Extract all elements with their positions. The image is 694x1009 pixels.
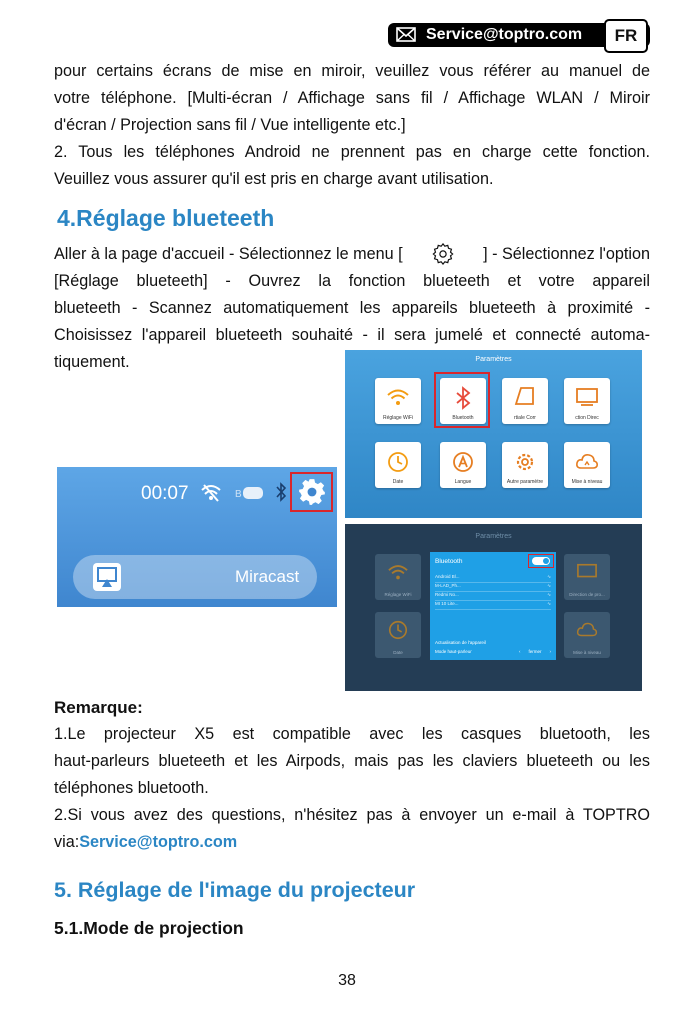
tile-language[interactable]	[440, 442, 486, 488]
bluetooth-dialog	[430, 552, 556, 660]
tile-label: Date	[393, 650, 403, 655]
remarque-line: 1.Le projecteur X5 est compatible avec les casques bluetooth, les	[54, 725, 650, 743]
via-label: via:	[54, 833, 80, 851]
status-time: 00:07	[141, 483, 189, 504]
speaker-mode-row[interactable]	[435, 649, 551, 654]
bluetooth-screen	[345, 524, 642, 691]
device-status-icon: ∿	[547, 583, 551, 588]
settings-screen	[345, 350, 642, 518]
tile-label: Bluetooth	[452, 415, 474, 421]
device-item[interactable]	[435, 574, 551, 583]
section-4-line-start: Aller à la page d'accueil - Sélectionnez le menu [	[54, 245, 403, 263]
intro-line: pour certains écrans de mise en miroir, veuillez vous référer au manuel de	[54, 62, 650, 80]
intro-line: votre téléphone. [Multi-écran / Affichage sans fil / Affichage WLAN / Miroir	[54, 89, 650, 107]
tile-label: Autre paramètre	[506, 479, 544, 485]
speaker-mode-value: fermer	[528, 649, 542, 654]
gear-icon	[513, 450, 537, 474]
clock-icon	[386, 450, 410, 474]
cloud-icon	[575, 450, 599, 474]
remarque-line: haut-parleurs blueteeth et les Airpods, mais pas les claviers blueteeth ou les	[54, 752, 650, 770]
battery-icon	[235, 484, 265, 502]
language-icon	[451, 450, 475, 474]
tile-keystone[interactable]	[502, 378, 548, 424]
header-email[interactable]: Service@toptro.com	[426, 26, 583, 43]
tile-label: Mise à niveau	[571, 479, 603, 485]
refresh-devices-button[interactable]: Actualisation de l'appareil	[435, 640, 486, 645]
tile-label: Langue	[454, 479, 472, 485]
section-4-line: Choisissez l'appareil blueteeth souhaité - il sera jumelé et connecté automa-	[54, 326, 650, 344]
intro-line: Veuillez vous assurer qu'il est pris en charge avant utilisation.	[54, 170, 494, 188]
device-status-icon: ∿	[547, 592, 551, 597]
bluetooth-screen-title: Paramètres	[475, 533, 512, 540]
device-list	[435, 574, 551, 610]
device-status-icon: ∿	[547, 574, 551, 579]
device-name: M-LAD_Ph...	[435, 583, 461, 588]
tile-label: Direction de pro...	[569, 592, 605, 597]
tile-label: Réglage WiFi	[382, 415, 413, 421]
section-4-line: tiquement.	[54, 353, 130, 371]
settings-title: Paramètres	[475, 356, 512, 363]
tile-direction[interactable]	[564, 378, 610, 424]
svg-text:B: B	[235, 489, 242, 500]
page-number: 38	[338, 972, 356, 989]
miracast-tile[interactable]	[73, 555, 317, 599]
tile-label: ction Direc	[575, 415, 599, 421]
section-4-line	[54, 241, 650, 268]
device-item[interactable]	[435, 601, 551, 610]
clock-icon	[387, 619, 409, 641]
tile-label: rtiale Corr	[514, 415, 536, 421]
wifi-icon	[386, 386, 410, 408]
phone-quick-panel	[57, 467, 337, 607]
language-badge: FR	[604, 19, 648, 53]
dim-tile-wifi	[375, 554, 421, 600]
device-name: Android Bl...	[435, 574, 460, 579]
settings-gear-icon[interactable]	[298, 478, 326, 506]
device-name: MI 10 Lite...	[435, 601, 459, 606]
envelope-icon	[396, 27, 416, 42]
section-4-line: [Réglage blueteeth] - Ouvrez la fonction blueteeth et votre appareil	[54, 272, 650, 290]
wifi-icon	[387, 562, 409, 582]
screen-icon	[575, 386, 599, 408]
tile-other-settings[interactable]	[502, 442, 548, 488]
service-badge	[388, 19, 650, 51]
section-4-line-end: ] - Sélectionnez l'option	[483, 245, 650, 263]
device-item[interactable]	[435, 592, 551, 601]
chevron-right-icon[interactable]: ›	[549, 649, 551, 654]
device-name: Redmi No...	[435, 592, 459, 597]
device-status-icon: ∿	[547, 601, 551, 606]
miracast-icon	[93, 563, 121, 591]
intro-line: d'écran / Projection sans fil / Vue intelligente etc.]	[54, 116, 406, 134]
tile-wifi[interactable]	[375, 378, 421, 424]
contact-email-link[interactable]: Service@toptro.com	[79, 833, 238, 851]
tile-date[interactable]	[375, 442, 421, 488]
section-4-line: blueteeth - Scannez automatiquement les appareils blueteeth à proximité -	[54, 299, 650, 317]
remarque-line: 2.Si vous avez des questions, n'hésitez pas à envoyer un e-mail à TOPTRO	[54, 806, 650, 824]
tile-label: Réglage WiFi	[384, 592, 412, 597]
section-5-title: 5. Réglage de l'image du projecteur	[54, 878, 416, 902]
gear-icon	[432, 243, 454, 265]
cloud-icon	[576, 619, 598, 641]
bluetooth-status-icon	[275, 481, 287, 503]
remarque-line	[54, 829, 650, 856]
dim-tile-direction	[564, 554, 610, 600]
tile-label: Date	[392, 479, 404, 485]
bluetooth-highlight	[434, 372, 490, 428]
device-item[interactable]	[435, 583, 551, 592]
wifi-off-icon	[200, 483, 222, 503]
intro-paragraph	[54, 58, 650, 193]
dim-tile-upgrade	[564, 612, 610, 658]
screen-icon	[576, 562, 598, 582]
remarque-paragraph	[54, 721, 650, 856]
dim-tile-date	[375, 612, 421, 658]
keystone-icon	[513, 386, 537, 408]
remarque-title: Remarque:	[54, 698, 143, 717]
section-5-1-subtitle: 5.1.Mode de projection	[54, 918, 244, 938]
chevron-left-icon[interactable]: ‹	[518, 649, 521, 654]
miracast-label: Miracast	[235, 567, 300, 586]
remarque-line: téléphones bluetooth.	[54, 779, 209, 797]
toggle-highlight	[528, 554, 554, 568]
tile-label: Mise à niveau	[573, 650, 601, 655]
speaker-mode-label: Mode haut-parleur	[435, 649, 472, 654]
bluetooth-dialog-title: Bluetooth	[435, 558, 463, 565]
section-4-title: 4.Réglage blueteeth	[57, 205, 275, 231]
tile-upgrade[interactable]	[564, 442, 610, 488]
intro-line: 2. Tous les téléphones Android ne prennent pas en charge cette fonction.	[54, 143, 650, 161]
